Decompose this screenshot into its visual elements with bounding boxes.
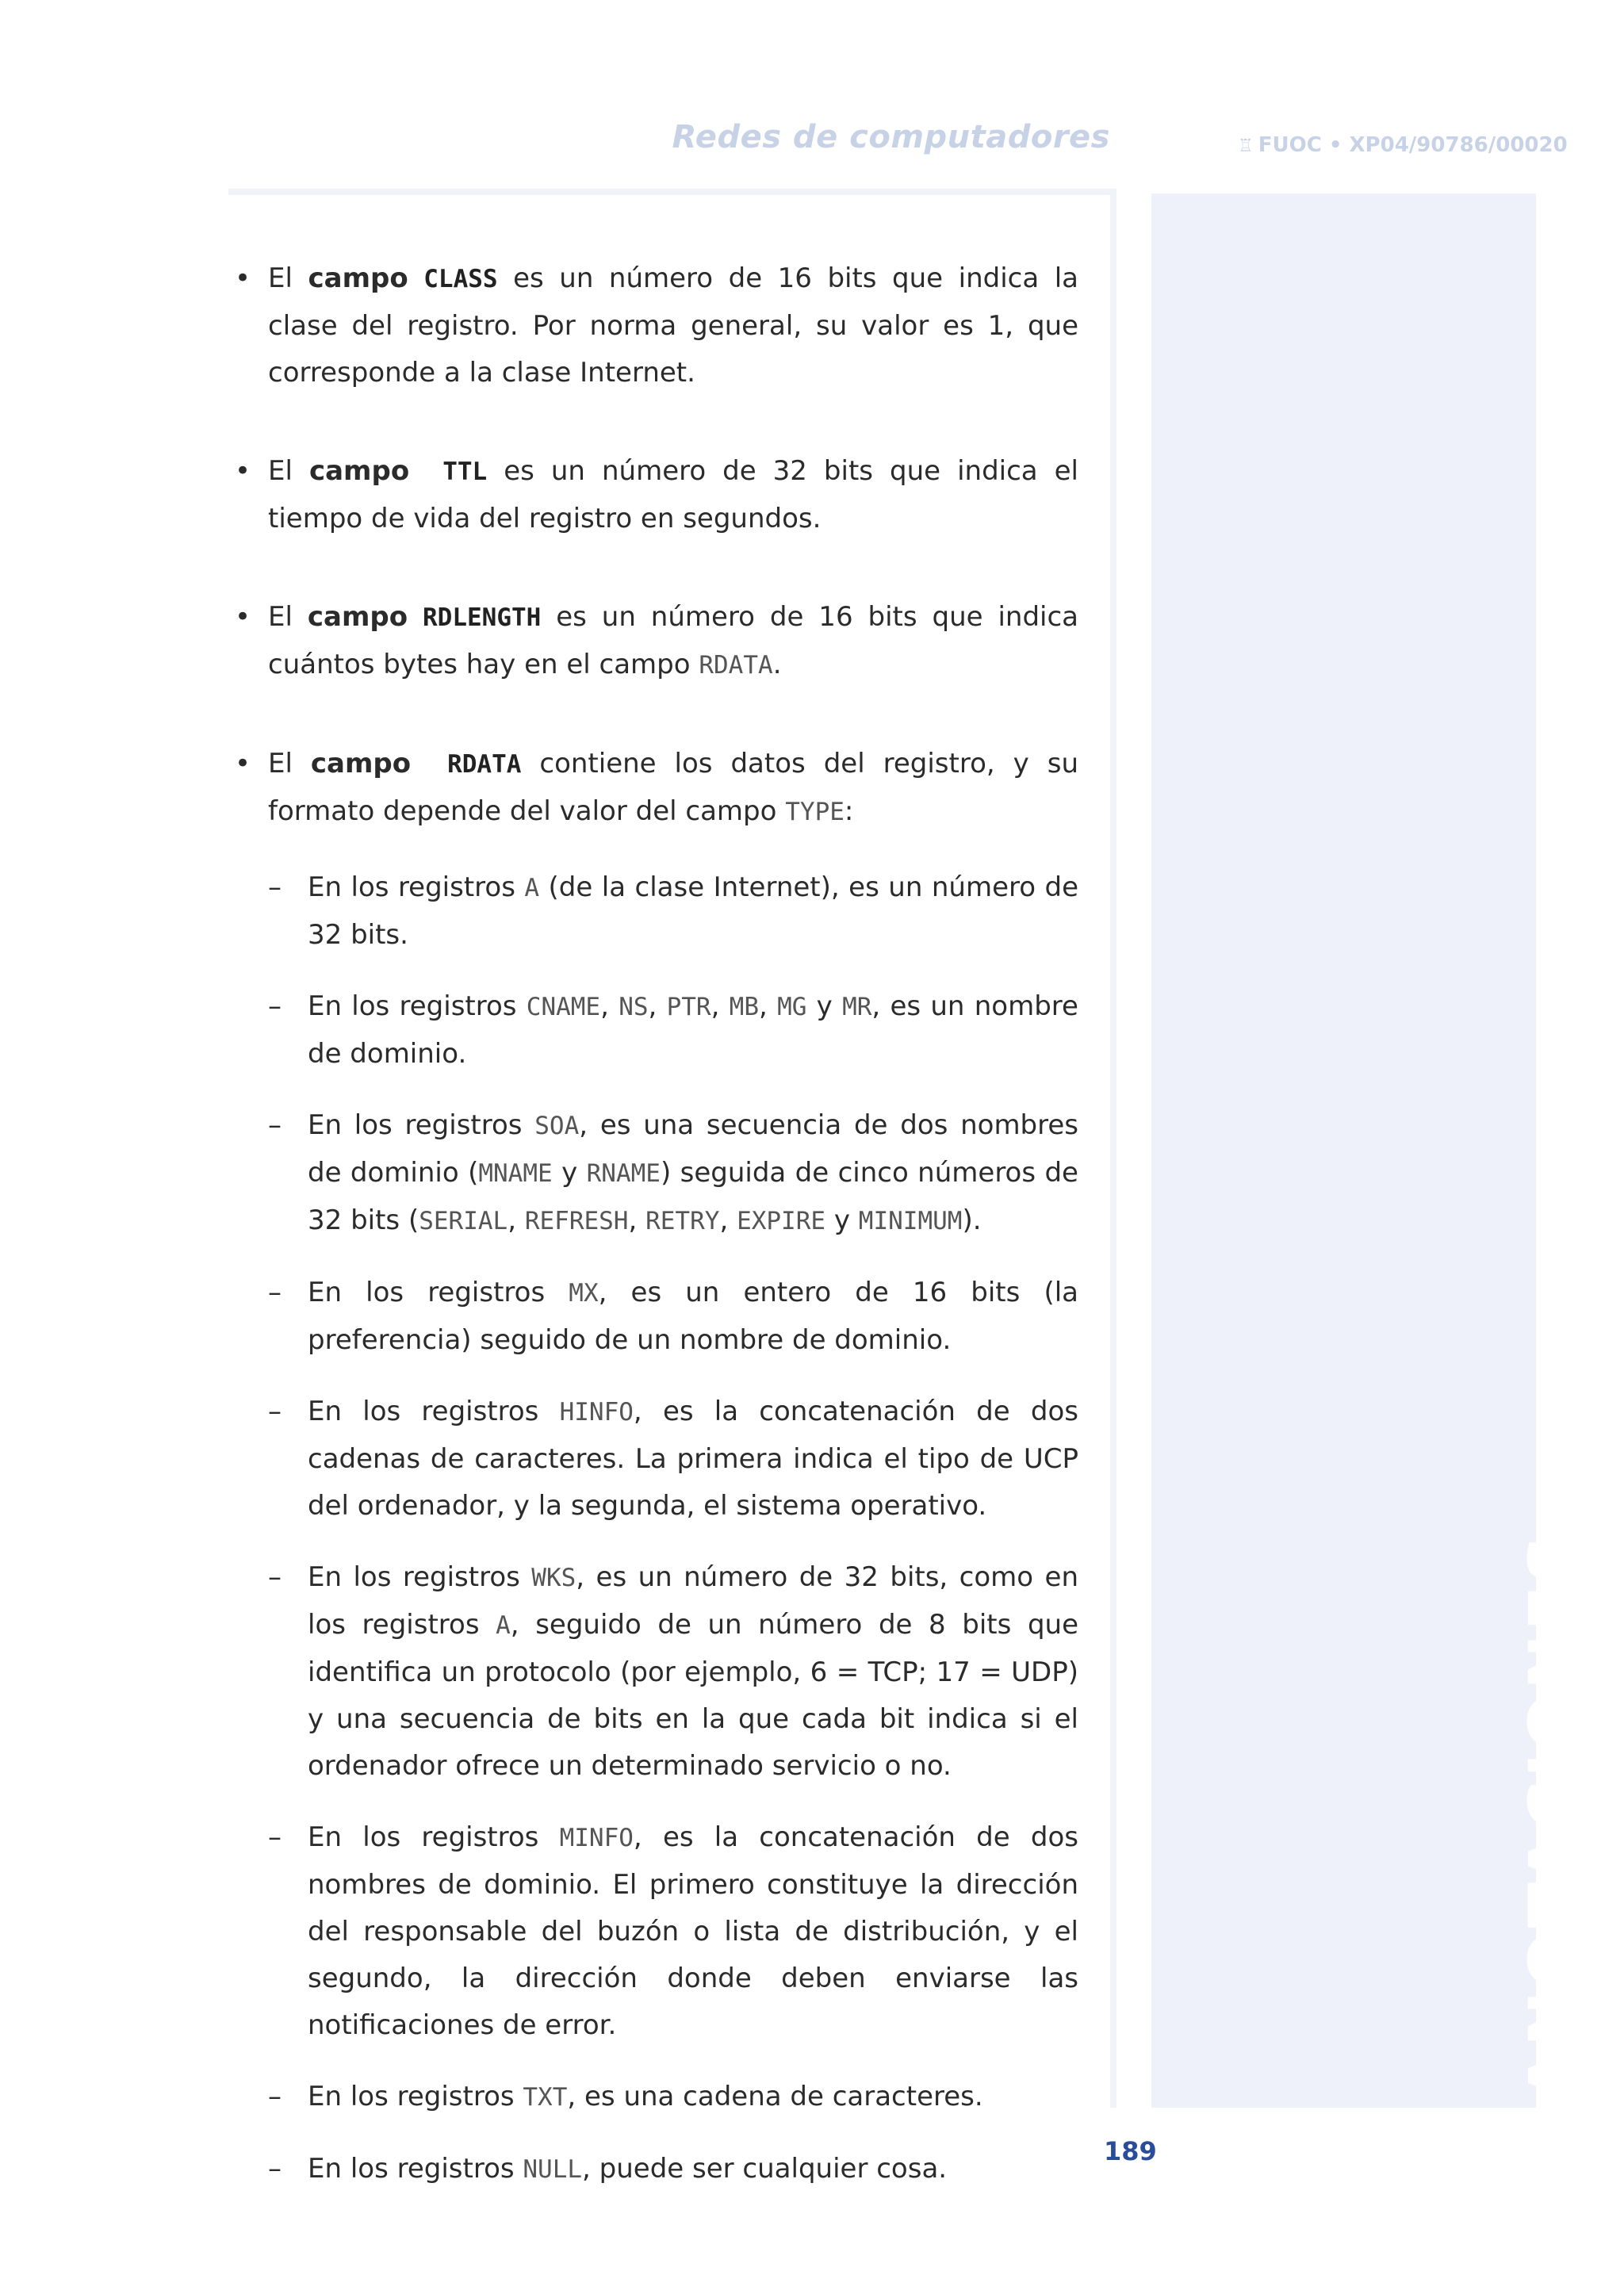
list-item-wks: – En los registros WKS, es un número de 32 bits, como en los registros A, seguido de un número de 8 bits que identifica un protocolo (por ejemplo, 6 = TCP; 17 = UDP) y una secuencia de bits en la que cada bit indica si el ordenador ofrece un determinado servicio o no. — [228, 1554, 1078, 1790]
list-item-a: – En los registros A (de la clase Internet), es un número de 32 bits. — [228, 864, 1078, 959]
page-number: 189 — [1104, 2136, 1157, 2166]
field-name: RDLENGTH — [423, 603, 542, 632]
list-item-txt: – En los registros TXT, es una cadena de caracteres. — [228, 2074, 1078, 2121]
document-code — [1238, 133, 1568, 157]
bullet-rdlength: • El campo RDLENGTH es un número de 16 bits que indica cuántos bytes hay en el campo RDATA. — [228, 594, 1078, 689]
list-item-soa: – En los registros SOA, es una secuencia de dos nombres de dominio (MNAME y RNAME) seguida de cinco números de 32 bits (SERIAL, REFRESH, RETRY, EXPIRE y MINIMUM). — [228, 1102, 1078, 1245]
bullet-class: • El campo CLASS es un número de 16 bits que indica la clase del registro. Por norma general, su valor es 1, que corresponde a la clase Internet. — [228, 255, 1078, 396]
bullet-ttl: • El campo TTL es un número de 32 bits que indica el tiempo de vida del registro en segundos. — [228, 448, 1078, 542]
annotations-sidebar — [1151, 193, 1536, 2108]
list-item-hinfo: – En los registros HINFO, es la concatenación de dos cadenas de caracteres. La primera indica el tipo de UCP del ordenador, y la segunda, el sistema operativo. — [228, 1388, 1078, 1530]
annotations-label: ANOTACIONES — [1515, 1531, 1592, 2101]
column-divider — [1110, 189, 1116, 2108]
document-code-text: FUOC • XP04/90786/00020 — [1258, 133, 1568, 157]
book-title: Redes de computadores — [672, 119, 1110, 155]
bullet-rdata: • El campo RDATA contiene los datos del registro, y su formato depende del valor del campo TYPE: — [228, 741, 1078, 836]
rdata-formats-list — [228, 864, 1078, 2193]
list-item-minfo: – En los registros MINFO, es la concatenación de dos nombres de dominio. El primero constituye la dirección del responsable del buzón o lista de distribución, y el segundo, la dirección donde deben enviarse las notificaciones de error. — [228, 1814, 1078, 2049]
fuoc-logo-icon: ♖ — [1238, 136, 1254, 156]
field-name: TTL — [442, 458, 488, 486]
header-rule — [228, 189, 1116, 195]
list-item-null: – En los registros NULL, puede ser cualquier cosa. — [228, 2146, 1078, 2193]
main-content — [228, 255, 1078, 2218]
list-item-mx: – En los registros MX, es un entero de 16 bits (la preferencia) seguido de un nombre de dominio. — [228, 1270, 1078, 1364]
field-name: CLASS — [423, 265, 498, 293]
field-name: RDATA — [447, 750, 522, 779]
list-item-cname: – En los registros CNAME, NS, PTR, MB, MG y MR, es un nombre de dominio. — [228, 983, 1078, 1078]
